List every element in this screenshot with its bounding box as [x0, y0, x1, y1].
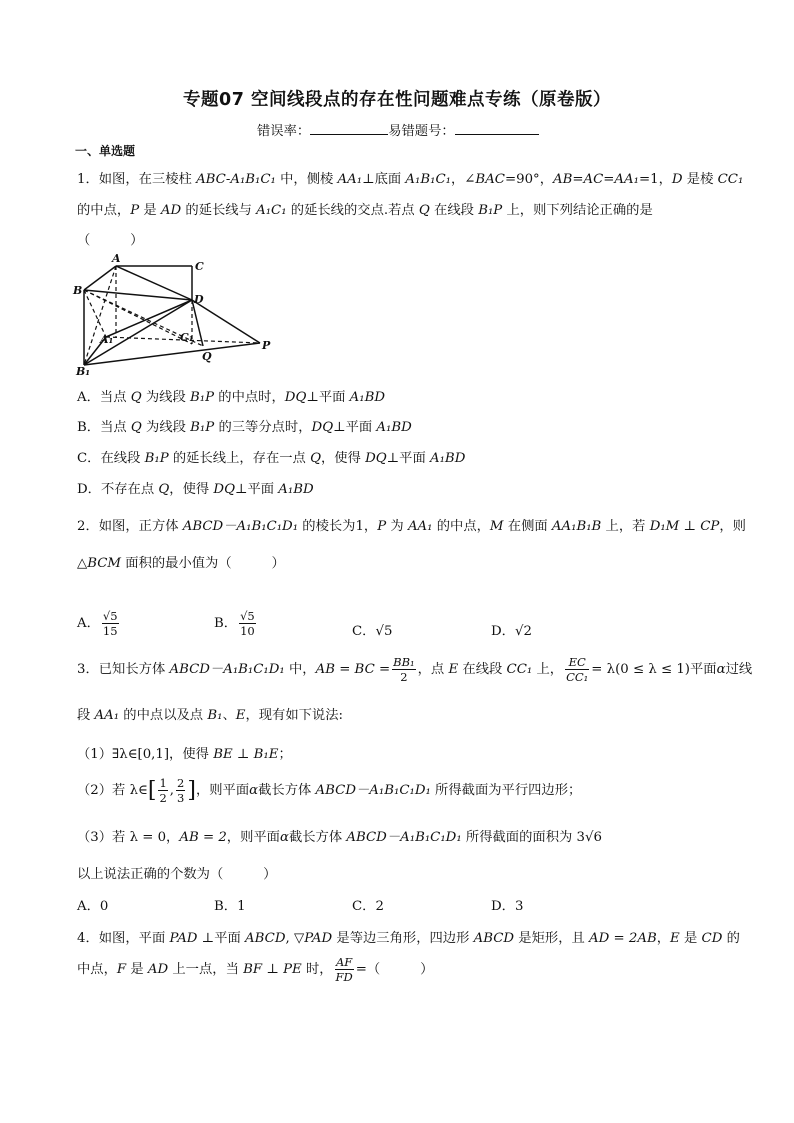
edge-DP	[192, 300, 260, 343]
q3-option-d[interactable]: D．3	[491, 899, 524, 914]
q2-option-c[interactable]: C．√5	[352, 624, 393, 639]
error-items-blank[interactable]	[455, 122, 539, 135]
label-Q: Q	[202, 350, 212, 363]
label-A1: A₁	[100, 333, 114, 346]
error-rate-label: 错误率：	[257, 124, 311, 139]
q3-statement-2: （2）若 λ∈[ $\frac{1}{2}$ , $\frac{2}{3}$ ]，则平面α截长方体 ABCD－A₁B₁C₁D₁ 所得截面为平行四边形；	[77, 776, 582, 805]
q2-line1: 2．如图，正方体 ABCD－A₁B₁C₁D₁ 的棱长为1，P 为 AA₁ 的中点，M 在侧面 AA₁B₁B 上，若 D₁M ⊥ CP，则	[77, 519, 746, 534]
error-items-label: 易错题号：	[388, 124, 455, 139]
q4-line1: 4．如图，平面 PAD ⊥平面 ABCD, ▽PAD 是等边三角形，四边形 ABCD 是矩形，且 AD = 2AB，E 是 CD 的	[77, 931, 740, 946]
q3-statement-3: （3）若 λ = 0，AB = 2，则平面α截长方体 ABCD－A₁B₁C₁D₁ 所得截面的面积为 3√6	[77, 830, 602, 845]
edge-AB1	[84, 266, 116, 365]
q2-a-fraction: $\frac{√5}{15}$	[102, 609, 118, 638]
q2-option-d[interactable]: D．√2	[491, 624, 532, 639]
q4-af-fd-fraction: $\frac{AF}{FD}$	[335, 955, 353, 984]
q3-statement-1: （1）∃λ∈[0,1]，使得 BE ⊥ B₁E；	[77, 747, 292, 762]
q1-line1: 1．如图，在三棱柱 ABC-A₁B₁C₁ 中，侧棱 AA₁⊥底面 A₁B₁C₁，∠BAC=90°，AB=AC=AA₁=1，D 是棱 CC₁	[77, 172, 744, 187]
label-D: D	[194, 293, 204, 306]
edge-DQ	[192, 300, 203, 346]
q3-option-a[interactable]: A．0	[77, 899, 109, 914]
page-title: 专题07 空间线段点的存在性问题难点专练（原卷版）	[183, 90, 611, 110]
q3-option-b[interactable]: B．1	[214, 899, 246, 914]
label-A: A	[112, 252, 121, 265]
label-B: B	[73, 284, 83, 297]
q1-option-d[interactable]: D．不存在点 Q，使得 DQ⊥平面 A₁BD	[77, 482, 314, 497]
q1-option-b[interactable]: B．当点 Q 为线段 B₁P 的三等分点时，DQ⊥平面 A₁BD	[77, 420, 412, 435]
label-B1: B₁	[76, 365, 91, 378]
q3-half-fraction: $\frac{1}{2}$	[159, 776, 167, 805]
q2-option-a[interactable]: A． $\frac{√5}{15}$	[77, 609, 118, 638]
q2-option-b[interactable]: B． $\frac{√5}{10}$	[214, 609, 255, 638]
q1-line2: 的中点，P 是 AD 的延长线与 A₁C₁ 的延长线的交点.若点 Q 在线段 B₁P 上，则下列结论正确的是	[77, 203, 653, 218]
q3-ec-fraction: $\frac{EC}{\text{CC₁}}$	[566, 655, 589, 684]
label-C1: C₁	[180, 331, 194, 344]
q1-option-a[interactable]: A．当点 Q 为线段 B₁P 的中点时，DQ⊥平面 A₁BD	[77, 390, 386, 405]
q3-line2: 段 AA₁ 的中点以及点 B₁、E，现有如下说法:	[77, 708, 344, 723]
edge-AD	[116, 266, 192, 300]
edge-BD	[84, 290, 192, 300]
q3-question: 以上说法正确的个数为（ ）	[77, 867, 277, 882]
edge-BA	[84, 266, 116, 290]
q1-answer-bracket: （ ）	[77, 233, 144, 248]
edge-BA1	[84, 290, 106, 337]
label-C: C	[195, 260, 204, 273]
q1-prism-figure	[70, 250, 285, 380]
q3-line1: 3．已知长方体 ABCD－A₁B₁C₁D₁ 中，AB = BC = $\frac{\text{BB₁}}{2}$ ，点 E 在线段 CC₁ 上， $\frac{EC}{\text{CC₁}}$ = λ(0 ≤ λ ≤ 1)平面α过线	[77, 655, 753, 684]
error-rate-line	[257, 120, 539, 139]
label-P: P	[262, 339, 271, 352]
q4-line2: 中点，F 是 AD 上一点，当 BF ⊥ PE 时， $\frac{AF}{FD}$ =（ ）	[77, 955, 434, 984]
section-heading: 一、单选题	[75, 144, 136, 158]
edge-B1P	[84, 343, 260, 365]
q3-option-c[interactable]: C．2	[352, 899, 384, 914]
error-rate-blank[interactable]	[310, 122, 388, 135]
q3-twothirds-fraction: $\frac{2}{3}$	[177, 776, 185, 805]
q2-line2: △BCM 面积的最小值为（ ）	[77, 556, 285, 571]
q3-bb1-fraction: $\frac{\text{BB₁}}{2}$	[393, 655, 415, 684]
q2-b-fraction: $\frac{√5}{10}$	[240, 609, 255, 638]
q1-option-c[interactable]: C．在线段 B₁P 的延长线上，存在一点 Q，使得 DQ⊥平面 A₁BD	[77, 451, 466, 466]
